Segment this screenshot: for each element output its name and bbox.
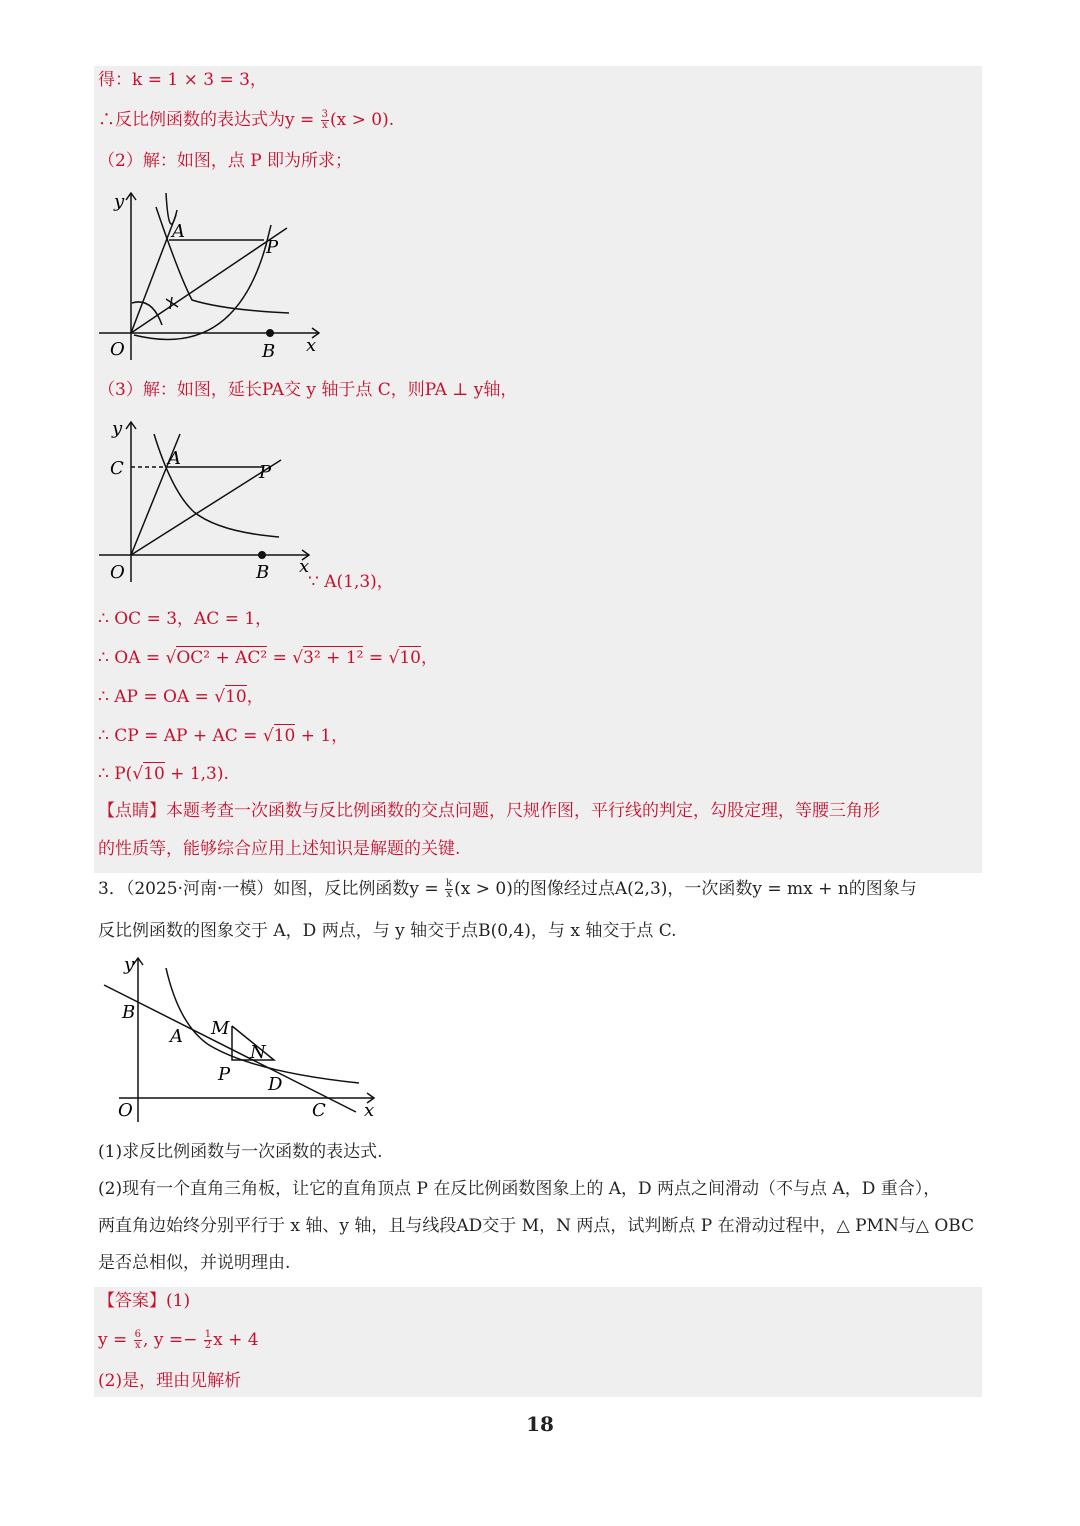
label-x: x: [299, 556, 310, 577]
solution-part2: （2）解：如图，点 P 即为所求；: [98, 151, 353, 171]
fraction: $\frac{6}{x}$: [134, 1329, 142, 1351]
label-A: A: [172, 221, 185, 242]
label-P: P: [266, 237, 279, 258]
figure-extension: [94, 412, 334, 587]
figure-construction: [94, 185, 334, 365]
answer-formulas: y = $\frac{6}{x}$ , y =− $\frac{1}{2}$ x + 4: [98, 1329, 259, 1351]
solution-part3: （3）解：如图，延长PA交 y 轴于点 C，则PA ⊥ y轴，: [98, 380, 518, 400]
step-cp: ∴ CP = AP + AC = √10 + 1，: [98, 726, 349, 746]
label-C: C: [110, 458, 124, 479]
problem3-line2: 反比例函数的图象交于 A，D 两点，与 y 轴交于点B(0,4)，与 x 轴交于点 C.: [98, 921, 677, 941]
step-p: ∴ P(√10 + 1,3).: [98, 764, 229, 784]
question-2-line3: 是否总相似，并说明理由.: [98, 1253, 291, 1273]
step-oa: ∴ OA = √OC² + AC² = √3² + 1² = √10，: [98, 648, 438, 668]
label-P: P: [218, 1064, 231, 1085]
label-y: y: [124, 954, 135, 975]
label-x: x: [364, 1100, 375, 1121]
comment-line1: 【点睛】本题考查一次函数与反比例函数的交点问题，尺规作图，平行线的判定，勾股定理，等腰三角形: [98, 801, 880, 821]
label-B: B: [256, 562, 270, 583]
question-1: (1)求反比例函数与一次函数的表达式.: [98, 1142, 383, 1162]
label-O: O: [110, 339, 125, 360]
problem3-line1: 3．（2025·河南·一模）如图，反比例函数y = $\frac{k}{x}$ (x > 0)的图像经过点A(2,3)，一次函数y = mx + n的图象与: [98, 878, 917, 900]
label-P: P: [259, 462, 272, 483]
label-y: y: [112, 418, 123, 439]
label-x: x: [306, 335, 317, 356]
given-point-A: ∵ A(1,3)，: [308, 572, 394, 592]
answer-part2: (2)是，理由见解析: [98, 1371, 242, 1391]
label-A: A: [168, 448, 181, 469]
solution-line-k: 得：k = 1 × 3 = 3，: [98, 70, 267, 90]
label-B: B: [122, 1002, 136, 1023]
label-M: M: [211, 1018, 230, 1039]
question-2-line1: (2)现有一个直角三角板，让它的直角顶点 P 在反比例函数图象上的 A，D 两点之间滑动（不与点 A，D 重合），: [98, 1179, 941, 1199]
fraction: $\frac{1}{2}$: [204, 1329, 212, 1351]
comment-line2: 的性质等，能够综合应用上述知识是解题的关键.: [98, 839, 461, 859]
figure-problem3: [94, 950, 384, 1125]
label-O: O: [110, 562, 125, 583]
label-N: N: [250, 1042, 266, 1063]
label-A: A: [170, 1026, 183, 1047]
label-B: B: [262, 341, 276, 362]
step-ap: ∴ AP = OA = √10，: [98, 687, 264, 707]
question-2-line2: 两直角边始终分别平行于 x 轴、y 轴，且与线段AD交于 M，N 两点，试判断点 P 在滑动过程中，△ PMN与△ OBC: [98, 1216, 975, 1236]
step-oc-ac: ∴ OC = 3，AC = 1，: [98, 609, 273, 629]
fraction: $\frac{k}{x}$: [446, 878, 453, 900]
fraction: $\frac{3}{x}$: [321, 109, 329, 131]
label-O: O: [118, 1100, 133, 1121]
solution-line-expression: ∴反比例函数的表达式为y = $\frac{3}{x}$ (x > 0).: [98, 109, 395, 131]
label-C: C: [312, 1100, 326, 1121]
label-D: D: [268, 1074, 283, 1095]
answer-header: 【答案】(1): [98, 1291, 191, 1311]
label-y: y: [114, 191, 125, 212]
page-number: 18: [526, 1412, 554, 1436]
